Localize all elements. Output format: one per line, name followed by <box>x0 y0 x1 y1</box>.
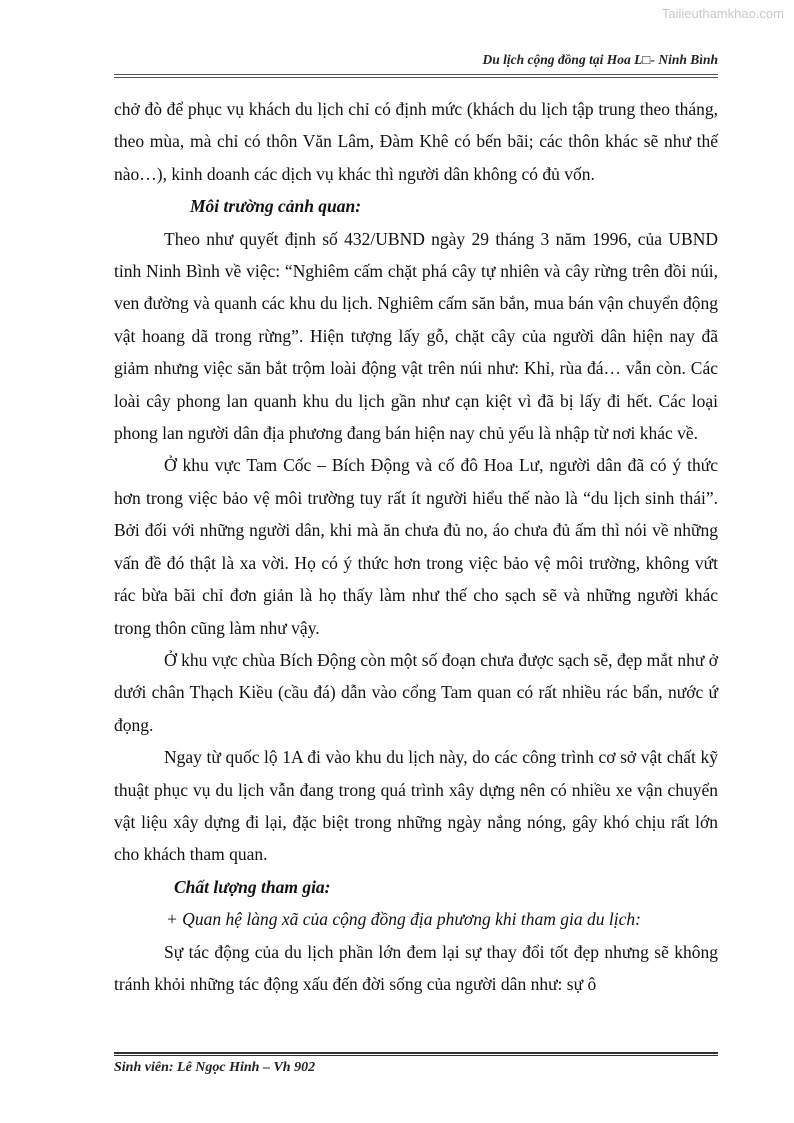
running-header: Du lịch cộng đồng tại Hoa L□- Ninh Bình <box>482 52 718 67</box>
footer-author: Sinh viên: Lê Ngọc Hinh – Vh 902 <box>114 1060 316 1075</box>
section-heading-participation: Chất lượng tham gia: <box>174 876 331 897</box>
paragraph: Sự tác động của du lịch phần lớn đem lại sự thay đổi tốt đẹp nhưng sẽ không tránh khỏi những tác động xấu đến đời sống của người dân như: sự ô <box>114 941 718 994</box>
header-divider <box>114 74 718 78</box>
watermark: Tailieuthamkhao.com <box>661 6 784 21</box>
paragraph: Theo như quyết định số 432/UBND ngày 29 tháng 3 năm 1996, của UBND tỉnh Ninh Bình về việc: “Nghiêm cấm chặt phá cây tự nhiên và cây rừng trên đồi núi, ven đường và quanh các khu du lịch. Nghiêm cấm săn bắn, mua bán vận chuyển động vật hoang dã trong rừng”. Hiện tượng lấy gỗ, chặt cây của người dân hiện nay đã giảm nhưng việc săn bắt trộm loài động vật trên núi như: Khỉ, rùa đá… vẫn còn. Các loài cây phong lan quanh khu du lịch gần như cạn kiệt vì đã bị lấy đi hết. Các loại phong lan người dân địa phương đang bán hiện nay chủ yếu là nhập từ nơi khác về. <box>114 228 718 444</box>
paragraph: Ở khu vực chùa Bích Động còn một số đoạn chưa được sạch sẽ, đẹp mắt như ở dưới chân Thạch Kiều (cầu đá) dẫn vào cổng Tam quan có rất nhiều rác bẩn, nước ứ đọng. <box>114 649 718 735</box>
page-body <box>114 93 718 1000</box>
paragraph: Ở khu vực Tam Cốc – Bích Động và cố đô Hoa Lư, người dân đã có ý thức hơn trong việc bảo vệ môi trường tuy rất ít người hiểu thế nào là “du lịch sinh thái”. Bởi đối với những người dân, khi mà ăn chưa đủ no, áo chưa đủ ấm thì nói về những vấn đề đó thật là xa vời. Họ có ý thức hơn trong việc bảo vệ môi trường, không vứt rác bừa bãi chỉ đơn giản là họ thấy làm như thế cho sạch sẽ và những người khác trong thôn cũng làm như vậy. <box>114 455 718 638</box>
section-heading-landscape: Môi trường cảnh quan: <box>190 196 362 217</box>
paragraph-continuation: chở đò để phục vụ khách du lịch chỉ có định mức (khách du lịch tập trung theo tháng, theo mùa, mà chỉ có thôn Văn Lâm, Đàm Khê có bến bãi; các thôn khác sẽ như thế nào…), kinh doanh các dịch vụ khác thì người dân không có đủ vốn. <box>114 99 718 184</box>
paragraph: Ngay từ quốc lộ 1A đi vào khu du lịch này, do các công trình cơ sở vật chất kỹ thuật phục vụ du lịch vẫn đang trong quá trình xây dựng nên có nhiều xe vận chuyển vật liệu xây dựng đi lại, đặc biệt trong những ngày nắng nóng, gây khó chịu rất lớn cho khách tham quan. <box>114 747 718 865</box>
sub-heading: + Quan hệ làng xã của cộng đồng địa phương khi tham gia du lịch: <box>166 909 641 930</box>
footer-divider <box>114 1052 718 1056</box>
